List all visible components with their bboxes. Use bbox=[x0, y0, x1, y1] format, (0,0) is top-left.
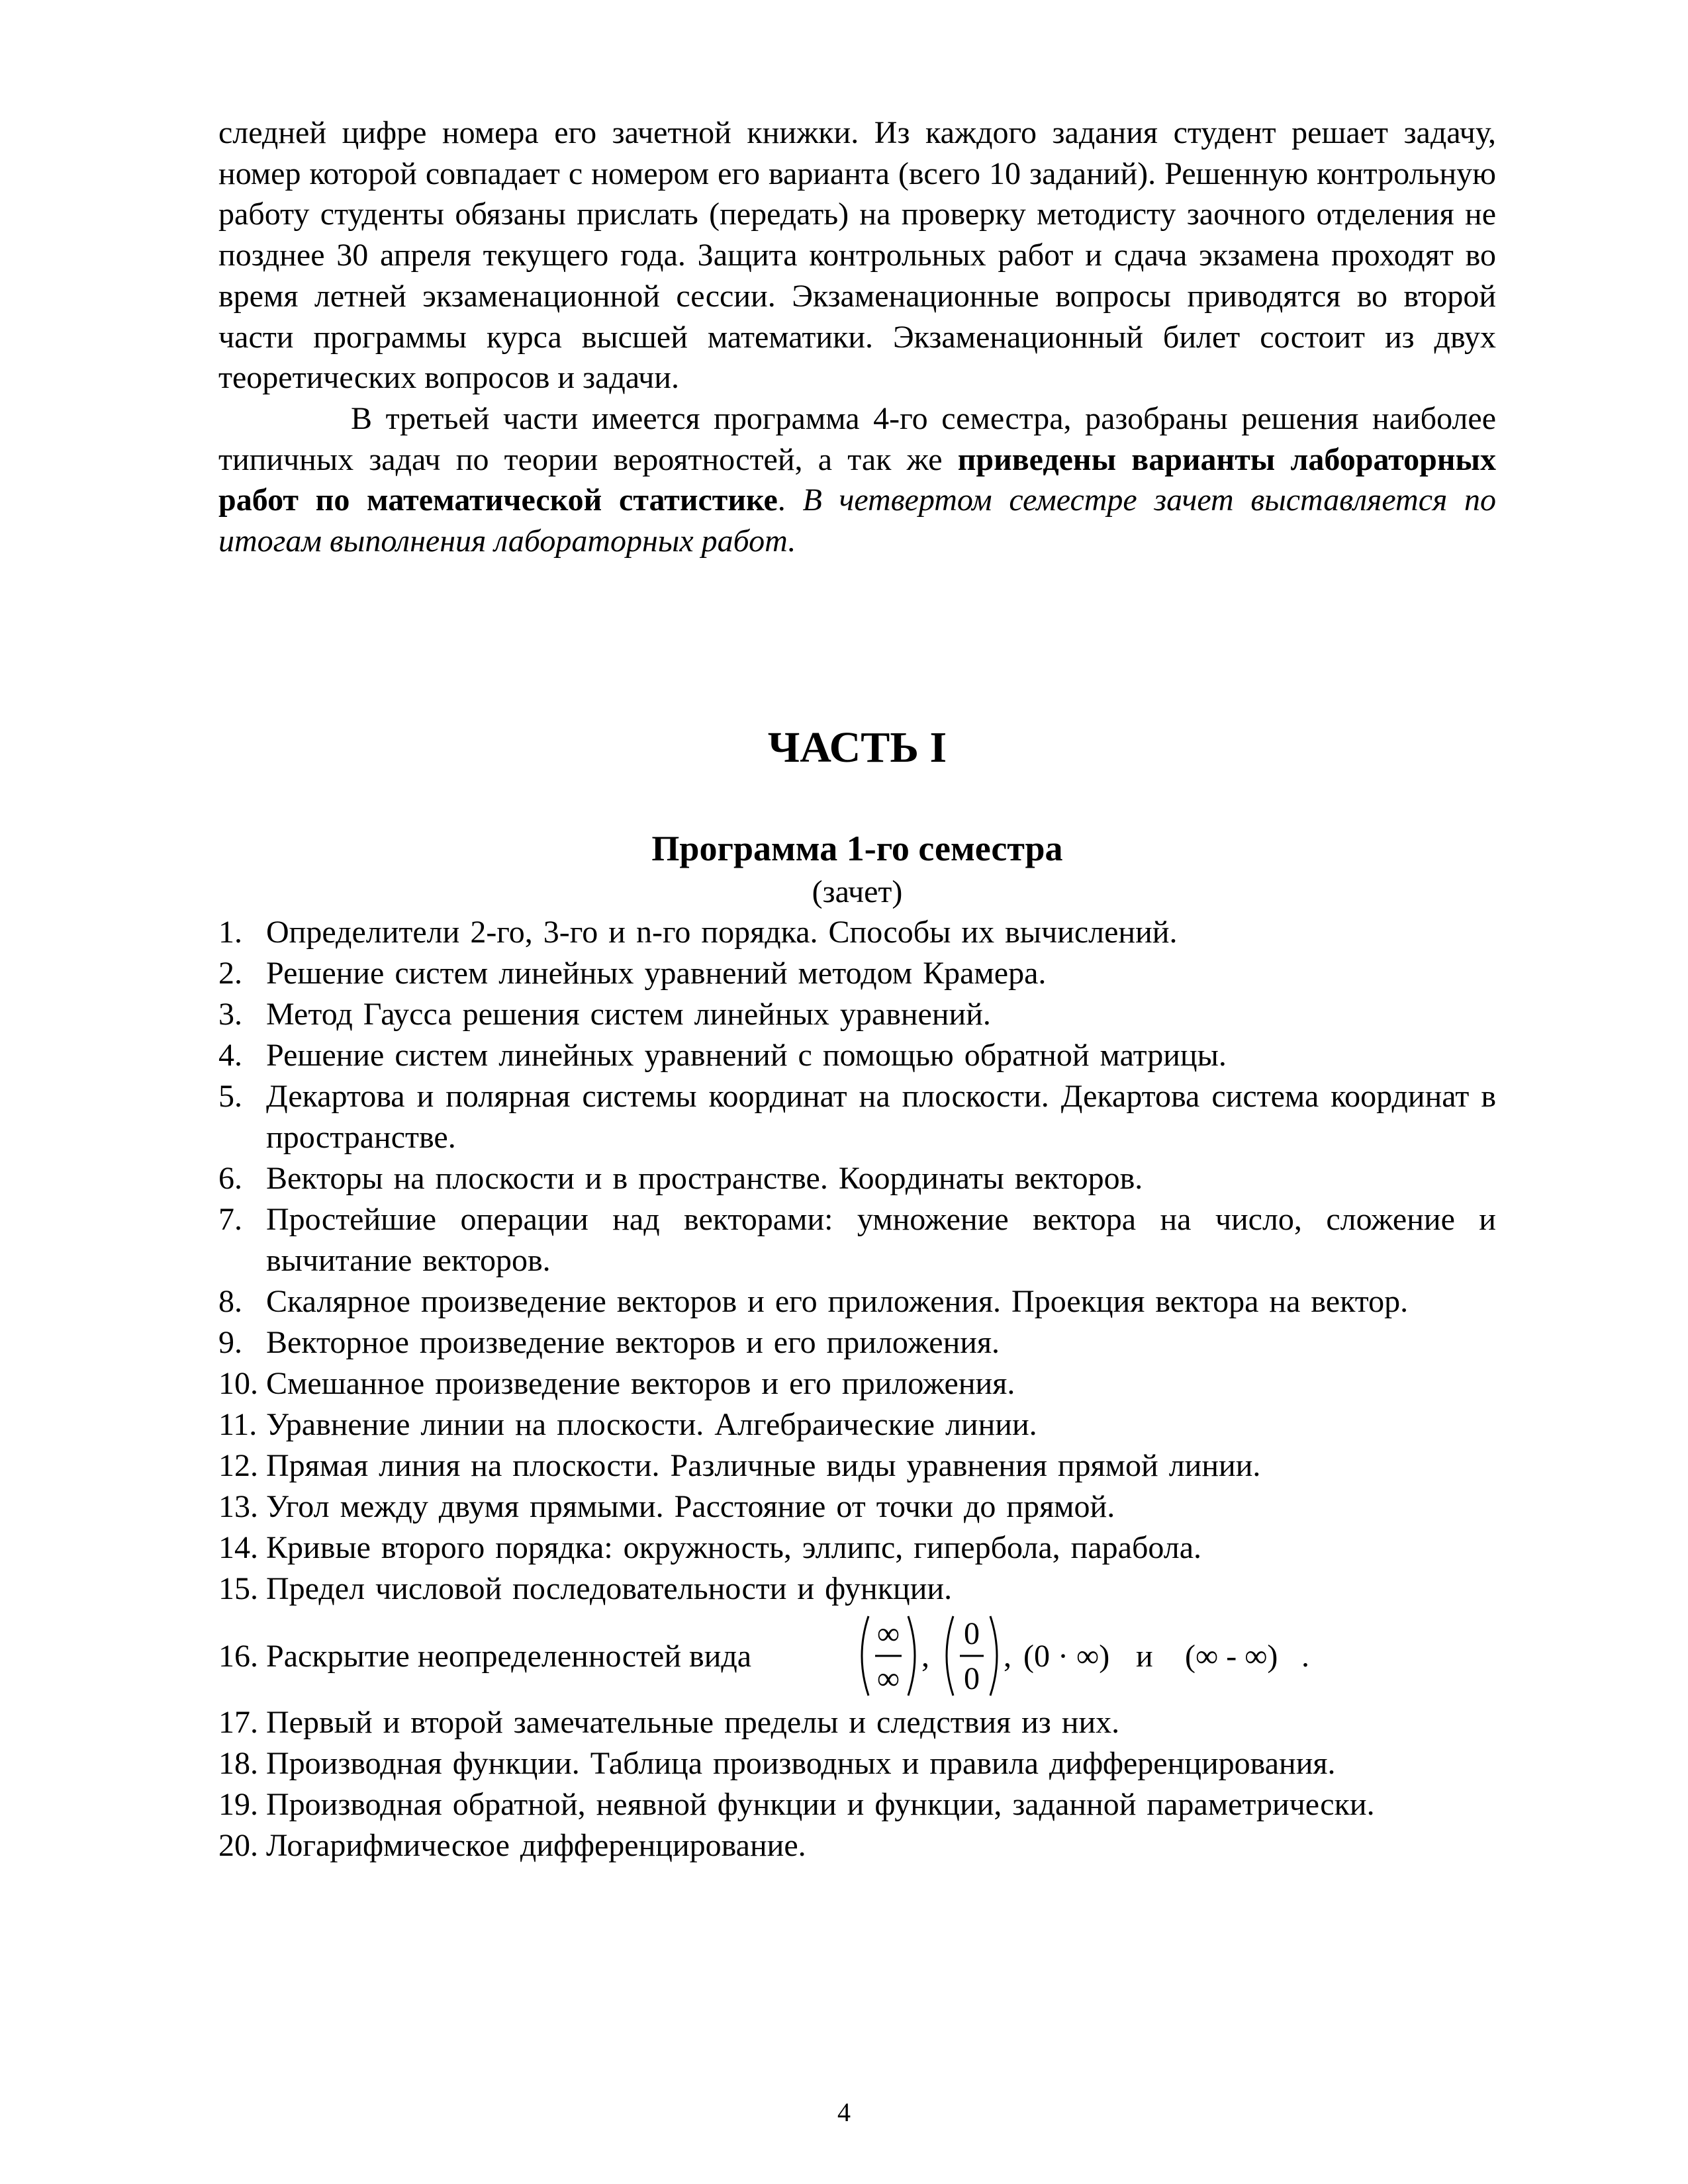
item-text: Декартова и полярная системы координат на плоскости. Декартова система координат в пространстве. bbox=[266, 1079, 1496, 1155]
item-number: 1. bbox=[218, 915, 242, 950]
list-item bbox=[218, 1445, 1496, 1486]
item-number: 10. bbox=[218, 1366, 258, 1401]
list-item bbox=[218, 1322, 1496, 1363]
right-paren bbox=[908, 1616, 915, 1696]
intro-p2-bold: приведены варианты лабораторных работ по математической статистике bbox=[218, 441, 1496, 518]
list-item bbox=[218, 1158, 1496, 1199]
semester-title: Программа 1-го семестра bbox=[651, 829, 1063, 868]
item-number: 4. bbox=[218, 1038, 242, 1073]
part-title: ЧАСТЬ I bbox=[767, 723, 947, 772]
item-number: 16. bbox=[218, 1639, 258, 1674]
item-number: 9. bbox=[218, 1325, 242, 1360]
semester-subtitle: (зачет) bbox=[812, 874, 903, 909]
item-text: Скалярное произведение векторов и его приложения. Проекция вектора на вектор. bbox=[266, 1284, 1409, 1319]
list-item-formula bbox=[218, 1610, 1496, 1702]
item-text: Производная функции. Таблица производных и правила дифференцирования. bbox=[266, 1746, 1336, 1781]
list-item bbox=[218, 1527, 1496, 1569]
fraction1-denominator: ∞ bbox=[876, 1661, 900, 1696]
item-text: Раскрытие неопределенностей вида bbox=[266, 1639, 752, 1674]
intro-p2-dot: . bbox=[777, 482, 803, 518]
item-text: Прямая линия на плоскости. Различные виды уравнения прямой линии. bbox=[266, 1448, 1261, 1483]
document-page bbox=[218, 113, 1497, 1863]
item-text: Простейшие операции над векторами: умножение вектора на число, сложение и вычитание векторов. bbox=[266, 1202, 1496, 1278]
fraction2-denominator: 0 bbox=[964, 1661, 980, 1696]
right-paren bbox=[990, 1616, 997, 1696]
list-item bbox=[218, 1569, 1496, 1610]
intro-p2-normal: В третьей части имеется программа 4-го семестра, разобраны решения наиболее типичных задач по теории вероятностей, а так же bbox=[218, 400, 1496, 477]
intro-paragraph-1: следней цифре номера его зачетной книжки. Из каждого задания студент решает задачу, номер которой совпадает с номером его варианта (всего 10 заданий). Решенную контрольную работу студенты обязаны прислать (передать) на проверку методисту заочного отделения не позднее 30 апреля текущего года. Защита контрольных работ и сдача экзамена проходят во время летней экзаменационной сессии. Экзаменационные вопросы приводятся во второй части программы курса высшей математики. Экзаменационный билет состоит из двух теоретических вопросов и задачи. bbox=[218, 115, 1496, 396]
item-text: Метод Гаусса решения систем линейных уравнений. bbox=[266, 997, 991, 1032]
item-number: 5. bbox=[218, 1079, 242, 1114]
item-number: 2. bbox=[218, 956, 242, 991]
list-item bbox=[218, 1404, 1496, 1445]
item-number: 11. bbox=[218, 1407, 258, 1442]
item-number: 20. bbox=[218, 1828, 258, 1863]
item-number: 12. bbox=[218, 1448, 258, 1483]
list-item bbox=[218, 1076, 1496, 1158]
item-text: Решение систем линейных уравнений методом Крамера. bbox=[266, 956, 1047, 991]
period: . bbox=[1301, 1639, 1309, 1674]
item-number: 18. bbox=[218, 1746, 258, 1781]
list-item bbox=[218, 994, 1496, 1035]
item-number: 19. bbox=[218, 1787, 258, 1822]
list-item bbox=[218, 1702, 1496, 1743]
left-paren bbox=[862, 1616, 868, 1696]
item-number: 15. bbox=[218, 1571, 258, 1606]
comma: , bbox=[921, 1639, 929, 1674]
item-text: Векторы на плоскости и в пространстве. Координаты векторов. bbox=[266, 1161, 1143, 1196]
item-text: Решение систем линейных уравнений с помощью обратной матрицы. bbox=[266, 1038, 1227, 1073]
list-item bbox=[218, 912, 1496, 953]
item-text: Логарифмическое дифференцирование. bbox=[266, 1828, 806, 1863]
item-text: Угол между двумя прямыми. Расстояние от точки до прямой. bbox=[266, 1489, 1115, 1524]
list-item bbox=[218, 1363, 1496, 1404]
list-item bbox=[218, 1199, 1496, 1281]
item-text: Первый и второй замечательные пределы и следствия из них. bbox=[266, 1705, 1120, 1740]
item-number: 17. bbox=[218, 1705, 258, 1740]
comma: , bbox=[1004, 1639, 1011, 1674]
item-text: Смешанное произведение векторов и его приложения. bbox=[266, 1366, 1015, 1401]
item-text: Определители 2-го, 3-го и n-го порядка. Способы их вычислений. bbox=[266, 915, 1178, 950]
item-number: 8. bbox=[218, 1284, 242, 1319]
item-text: Производная обратной, неявной функции и функции, заданной параметрически. bbox=[266, 1787, 1375, 1822]
zero-times-infinity: (0 · ∞) bbox=[1023, 1639, 1110, 1674]
intro-paragraph-2 bbox=[218, 398, 1496, 562]
list-item bbox=[218, 1486, 1496, 1527]
item-number: 3. bbox=[218, 997, 242, 1032]
list-item bbox=[218, 1825, 1496, 1866]
item-number: 14. bbox=[218, 1530, 258, 1565]
list-item bbox=[218, 1784, 1496, 1825]
fraction1-numerator: ∞ bbox=[876, 1616, 900, 1651]
list-item bbox=[218, 1035, 1496, 1076]
item-number: 13. bbox=[218, 1489, 258, 1524]
item-text: Уравнение линии на плоскости. Алгебраические линии. bbox=[266, 1407, 1037, 1442]
program-list bbox=[218, 912, 1496, 1866]
item-text: Векторное произведение векторов и его приложения. bbox=[266, 1325, 1000, 1360]
page-number: 4 bbox=[837, 2097, 851, 2127]
list-item bbox=[218, 953, 1496, 994]
list-item bbox=[218, 1281, 1496, 1322]
intro-p2-italic: В четвертом семестре зачет выставляется по итогам выполнения лабораторных работ. bbox=[218, 482, 1497, 559]
fraction2-numerator: 0 bbox=[964, 1616, 980, 1651]
left-paren bbox=[947, 1616, 953, 1696]
list-item bbox=[218, 1743, 1496, 1784]
item-text: Кривые второго порядка: окружность, эллипс, гипербола, парабола. bbox=[266, 1530, 1201, 1565]
infinity-minus-infinity: (∞ - ∞) bbox=[1185, 1639, 1278, 1674]
item-number: 7. bbox=[218, 1202, 242, 1237]
indeterminate-forms-formula bbox=[854, 1610, 1516, 1702]
conjunction: и bbox=[1136, 1639, 1153, 1674]
item-number: 6. bbox=[218, 1161, 242, 1196]
item-text: Предел числовой последовательности и функции. bbox=[266, 1571, 953, 1606]
